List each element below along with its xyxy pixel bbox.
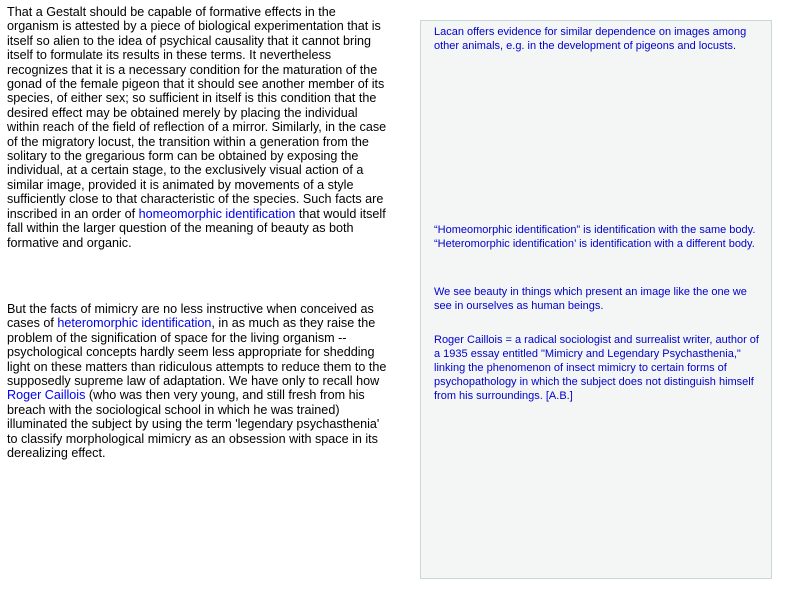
annotation-panel <box>420 20 772 579</box>
roger-caillois-link[interactable]: Roger Caillois <box>7 388 86 403</box>
heteromorphic-identification-link[interactable]: heteromorphic identification <box>57 316 212 331</box>
paragraph-1-text-a: That a Gestalt should be capable of formative effects in the organism is attested by a piece of biological experimentation that is itself so alien to the idea of psychical causality that it cannot bring itself to formulate its results in these terms. It nevertheless recognizes that it is a necessary condition for the maturation of the gonad of the female pigeon that it should see another member of its species, of either sex; so sufficient in itself is this condition that the desired effect may be obtained merely by placing the individual within reach of the field of reflection of a mirror. Similarly, in the case of the migratory locust, the transition within a generation from the solitary to the gregarious form can be obtained by exposing the individual, at a certain stage, to the exclusively visual action of a similar image, provided it is animated by movements of a style sufficiently close to that characteristic of the species. Such facts are inscribed in an order of <box>7 5 387 221</box>
paragraph-1-text-b: that would itself fall within the larger question of the meaning of beauty as both formative and organic. <box>7 206 386 250</box>
main-text-column <box>7 5 389 460</box>
paragraph-2-text-c: (who was then very young, and still fresh from his breach with the sociological school in which he was trained) illuminated the subject by using the term 'legendary psychasthenia' to classify morphological mimicry as an obsession with space in its derealizing effect. <box>7 388 380 460</box>
paragraph-mimicry <box>7 302 389 460</box>
note-beauty: We see beauty in things which present an image like the one we see in ourselves as human beings. <box>434 286 747 312</box>
note-identification: “Homeomorphic identification” is identification with the same body. “Heteromorphic identification’ is identification with a different body. <box>434 224 756 250</box>
note-pigeons-locusts: Lacan offers evidence for similar dependence on images among other animals, e.g. in the development of pigeons and locusts. <box>434 26 747 52</box>
paragraph-gestalt <box>7 5 389 250</box>
paragraph-2-text-b: , in as much as they raise the problem of the signification of space for the living organism -- psychological concepts hardly seem less appropriate for shedding light on these matters than ridiculous attempts to reduce them to the supposedly supreme law of adaptation. We have only to recall how <box>7 316 387 388</box>
paragraph-2-text-a: But the facts of mimicry are no less instructive when conceived as cases of <box>7 301 374 331</box>
note-roger-caillois: Roger Caillois = a radical sociologist and surrealist writer, author of a 1935 essay entitled "Mimicry and Legendary Psychasthenia," linking the phenomenon of insect mimicry to certain forms of psychopathology in which the subject does not distinguish himself from his surroundings. [A.B.] <box>434 334 759 402</box>
homeomorphic-identification-link[interactable]: homeomorphic identification <box>138 206 296 221</box>
